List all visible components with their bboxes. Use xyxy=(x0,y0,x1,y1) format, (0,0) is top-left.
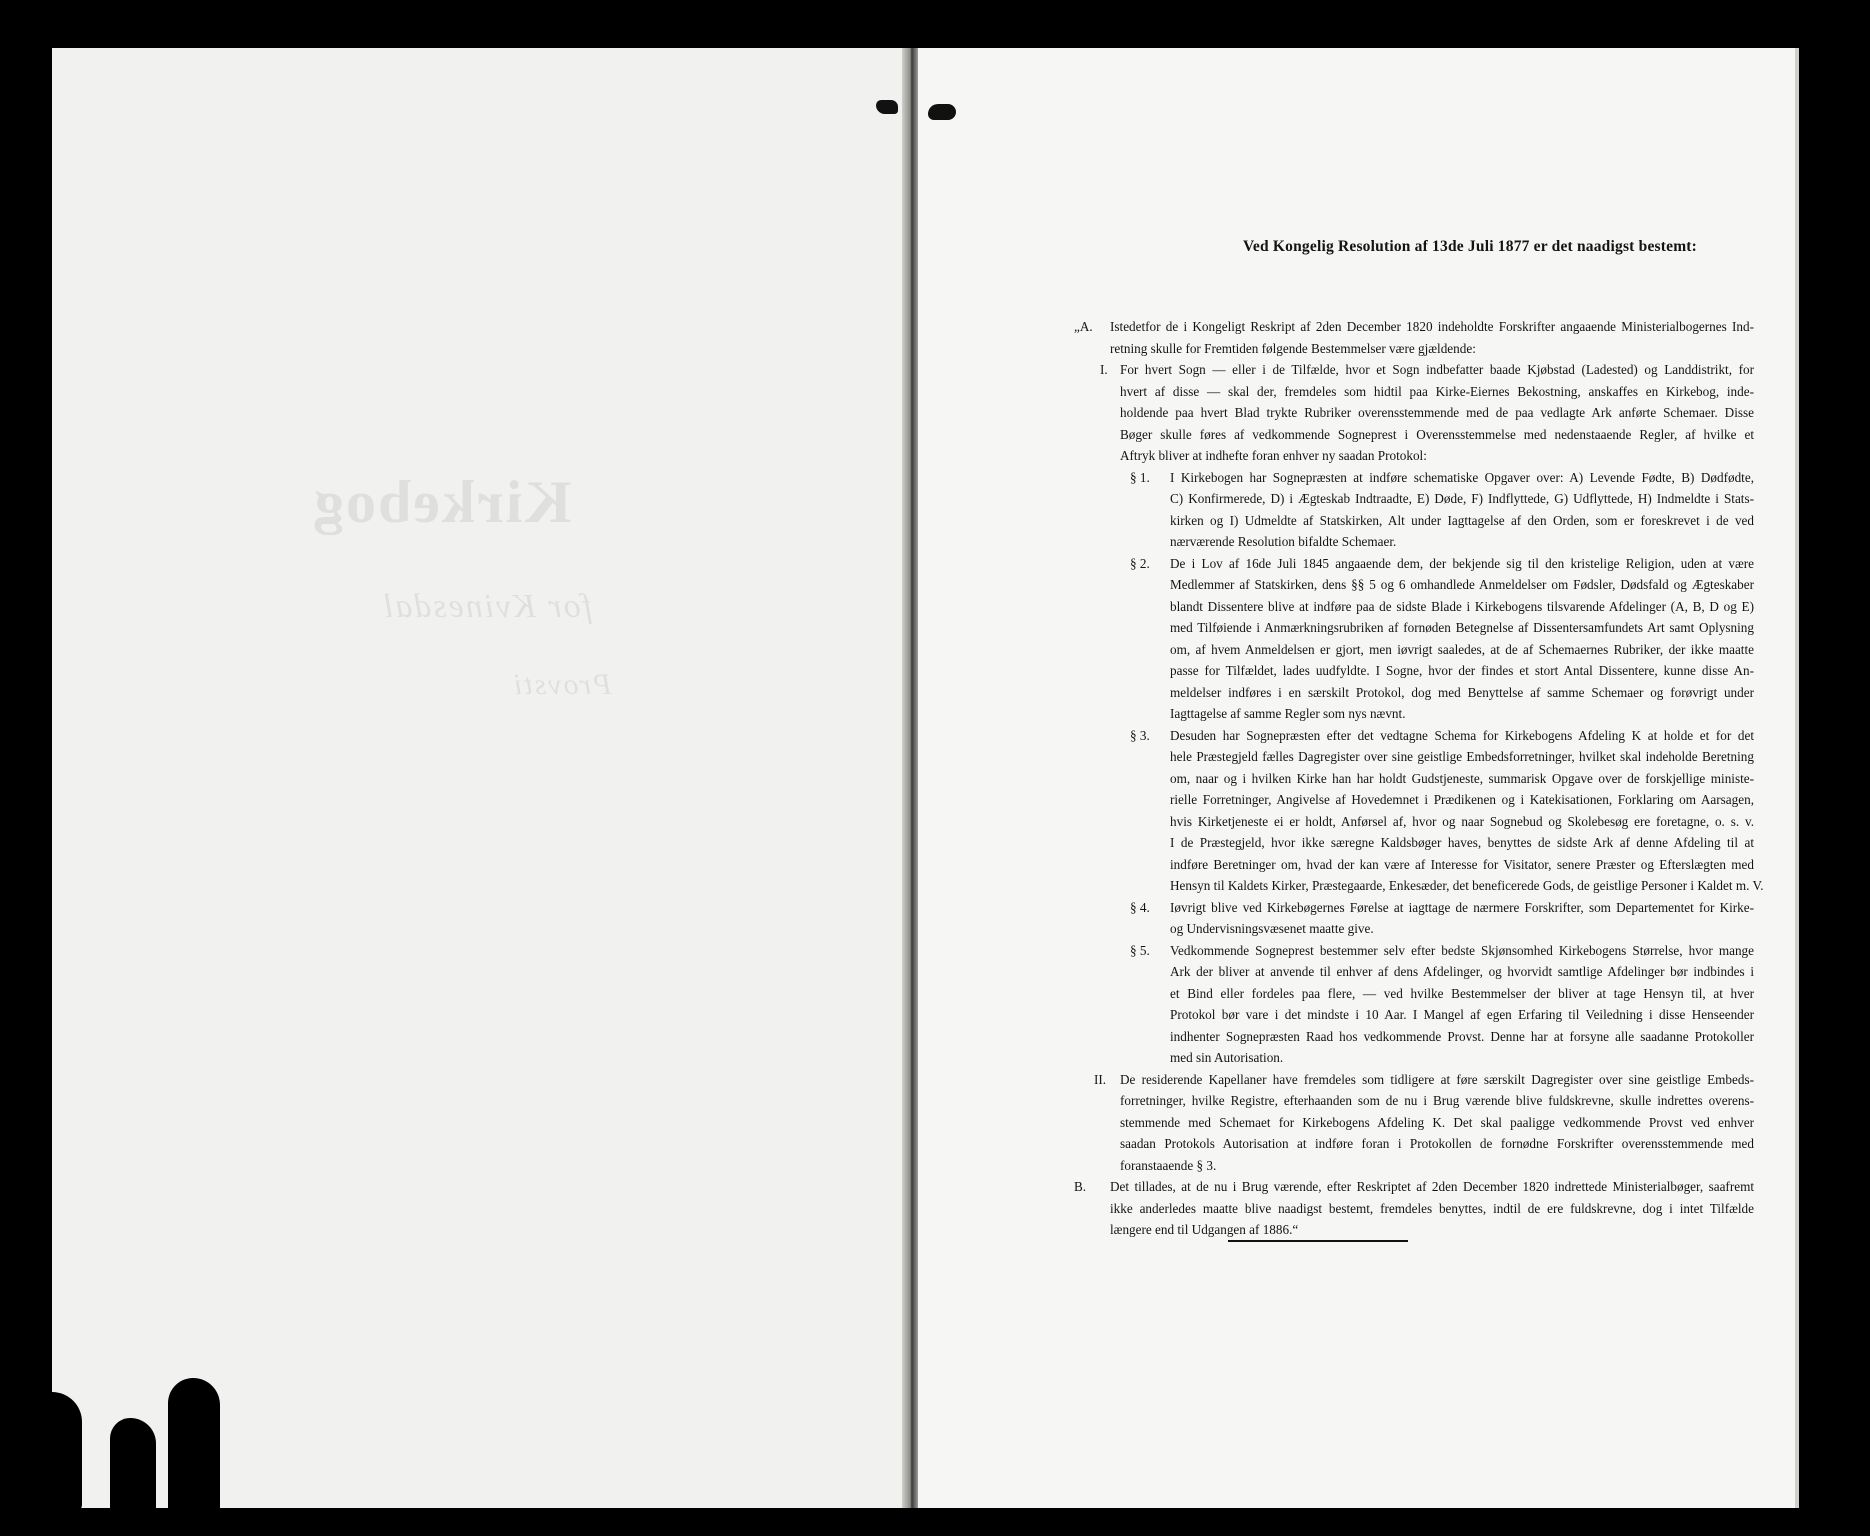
section-label: § 1. xyxy=(1130,469,1150,485)
text-line: hele Præstegjeld fælles Dagregister over sine geistlige Embedsforretninger, hvilket skal indeholde Beretning xyxy=(1170,749,1754,764)
bleed-through-line: Provsti xyxy=(512,668,612,701)
text-line: Istedetfor de i Kongeligt Reskript af 2den December 1820 indeholdte Forskrifter angaaende Ministerialbogernes Ind- xyxy=(1110,319,1754,334)
text-line: Ark der bliver at anvende til enhver af dens Afdelinger, og hvorvidt samtlige Afdelinger bør indbindes i xyxy=(1170,964,1754,979)
text-line: indføre Beretninger om, hvad der kan være af Interesse for Visitator, senere Præster og Efterslægten med xyxy=(1170,856,1754,872)
text-line: meldelser indføres i en særskilt Protokol, dog med Benyttelse af samme Schemaer og forøvrigt under xyxy=(1170,684,1754,700)
closing-rule xyxy=(1228,1240,1408,1242)
finger-shadow xyxy=(110,1418,156,1518)
section-label: I. xyxy=(1100,362,1108,377)
text-line: foranstaaende § 3. xyxy=(1120,1157,1217,1173)
text-line: om, naar og i hvilken Kirke han har holdt Gudstjeneste, summarisk Opgave over de forskjellige ministe- xyxy=(1170,770,1754,786)
finger-shadow xyxy=(168,1378,220,1518)
section-label: § 5. xyxy=(1130,942,1150,958)
text-line: C) Konfirmerede, D) i Ægteskab Indtraadte, E) Døde, F) Indflyttede, G) Udflyttede, H) Indmeldte i Stats- xyxy=(1170,491,1754,506)
text-line: Vedkommende Sogneprest bestemmer selv efter bedste Skjønsomhed Kirkebogens Størrelse, hvor mange xyxy=(1170,942,1754,958)
page-edge xyxy=(1795,48,1799,1508)
text-line: Iøvrigt blive ved Kirkebøgernes Førelse at iagttage de nærmere Forskrifter, som Departementet for Kirke- xyxy=(1170,899,1754,915)
text-line: Iagttagelse af samme Regler som nys nævnt. xyxy=(1170,706,1406,721)
text-line: hvis Kirketjeneste ei er holdt, Anførsel af, hvor og naar Sognebud og Skolebesøg ere foretagne, o. s. v. xyxy=(1170,813,1754,829)
text-line: Desuden har Sognepræsten efter det vedtagne Schema for Kirkebogens Afdeling K at holde et for det xyxy=(1170,727,1754,743)
text-line: blandt Dissentere blive at indføre paa de sidste Blade i Kirkebogens tilsvarende Afdelinger (A, B, D og E) xyxy=(1170,598,1754,614)
text-line: Det tillades, at de nu i Brug værende, efter Reskriptet af 2den December 1820 indrettede Ministerialbøger, saafremt xyxy=(1110,1179,1754,1194)
text-line: og Undervisningsvæsenet maatte give. xyxy=(1170,921,1374,936)
bleed-through-title: Kirkebog xyxy=(312,469,572,535)
text-line: saadan Protokols Autorisation at indføre foran i Protokollen de fornødne Forskrifter overensstemmende med xyxy=(1120,1136,1754,1151)
section-label: „A. xyxy=(1074,319,1093,334)
right-page xyxy=(918,48,1796,1508)
text-line: Protokol bør vare i det mindste i 10 Aar. I Mangel af egen Erfaring til Veiledning i disse Henseender xyxy=(1170,1007,1754,1022)
page-title: Ved Kongelig Resolution af 13de Juli 1877 er det naadigst bestemt: xyxy=(1242,238,1698,255)
finger-shadow xyxy=(52,1392,82,1512)
text-line: Hensyn til Kaldets Kirker, Præstegaarde, Enkesæder, det beneficerede Gods, de geistlige Personer i Kaldet m. V. xyxy=(1170,878,1764,893)
text-line: længere end til Udgangen af 1886.“ xyxy=(1110,1222,1299,1237)
text-line: I Kirkebogen har Sognepræsten at indføre schematiske Opgaver over: A) Levende Fødte, B) Dødfødte, xyxy=(1170,469,1754,485)
text-line: rielle Forretninger, Angivelse af Hovedemnet i Prædikenen og i Katekisationen, Forklaring om Aarsagen, xyxy=(1170,792,1754,807)
text-line: I de Præstegjeld, hvor ikke særegne Kaldsbøger haves, benyttes de sidste Ark af denne Afdeling til at xyxy=(1170,835,1754,850)
section-label: § 4. xyxy=(1130,899,1150,915)
text-line: De residerende Kapellaner have fremdeles som tidligere at føre særskilt Dagregister over sine geistlige Embeds- xyxy=(1120,1071,1754,1087)
text-line: stemmende med Schemaet for Kirkebogens Afdeling K. Det skal paaligge vedkommende Provst ved enhver xyxy=(1120,1114,1754,1130)
section-label: II. xyxy=(1094,1071,1107,1087)
text-line: et Bind eller fordeles paa flere, — ved hvilke Bestemmelser der bliver at tage Hensyn til, at hver xyxy=(1170,985,1754,1001)
text-line: passe for Tilfældet, lades uudfyldte. I Sogne, hvor der findes et stort Antal Dissentere, kunne disse An- xyxy=(1170,663,1754,678)
text-line: For hvert Sogn — eller i de Tilfælde, hvor et Sogn indbefatter baade Kjøbstad (Ladested) og Landdistrikt, for xyxy=(1120,362,1754,377)
text-line: Aftryk bliver at indhefte foran enhver ny saadan Protokol: xyxy=(1120,448,1427,463)
text-line: retning skulle for Fremtiden følgende Bestemmelser være gjældende: xyxy=(1110,340,1476,356)
text-line: forretninger, hvilke Registre, efterhaanden som de nu i Brug værende blive fuldskrevne, skulle indrettes overens- xyxy=(1120,1093,1754,1108)
text-line: holdende paa hvert Blad trykte Rubriker overensstemmende med de paa vedlagte Ark anførte Schemaer. Disse xyxy=(1120,405,1754,420)
text-line: med sin Autorisation. xyxy=(1170,1050,1284,1065)
text-line: nærværende Resolution bifaldte Schemaer. xyxy=(1170,534,1397,549)
binding-clip-icon xyxy=(928,104,956,120)
text-line: Bøger skulle føres af vedkommende Sogneprest i Overensstemmelse med nedenstaaende Regler, af hvilke et xyxy=(1120,426,1754,442)
section-label: § 2. xyxy=(1130,555,1150,571)
text-line: Medlemmer af Statskirken, dens §§ 5 og 6 omhandlede Anmeldelser om Fødsler, Dødsfald og Ægteskaber xyxy=(1170,577,1754,592)
text-line: indhenter Sognepræsten Raad hos vedkommende Provst. Denne har at forsyne alle saadanne Protokoller xyxy=(1170,1028,1754,1044)
text-line: om, af hvem Anmeldelsen er gjort, men iøvrigt saaledes, at de af Schemaernes Rubriker, der ikke maatte xyxy=(1170,641,1754,657)
text-line: kirken og I) Udmeldte af Statskirken, Alt under Iagttagelse af den Orden, som er foreskrevet i de ved xyxy=(1170,512,1754,528)
text-line: hvert af disse — skal der, fremdeles som hidtil paa Kirke-Eiernes Bekostning, anskaffes en Kirkebog, inde- xyxy=(1120,383,1754,399)
left-page-blank xyxy=(52,48,910,1508)
text-line: med Tilføiende i Anmærkningsrubriken af fornøden Betegnelse af Dissentersamfundets Art samt Oplysning xyxy=(1170,620,1754,635)
bleed-through-line: for Kvinesdal xyxy=(382,588,593,625)
section-label: § 3. xyxy=(1130,727,1150,743)
binding-clip-icon xyxy=(876,100,898,114)
text-line: ikke anderledes maatte blive naadigst bestemt, fremdeles benyttes, indtil de ere fuldskrevne, dog i intet Tilfælde xyxy=(1110,1200,1754,1216)
section-label: B. xyxy=(1074,1179,1087,1194)
text-line: De i Lov af 16de Juli 1845 angaaende dem, der bekjende sig til den kristelige Religion, uden at være xyxy=(1170,555,1754,571)
